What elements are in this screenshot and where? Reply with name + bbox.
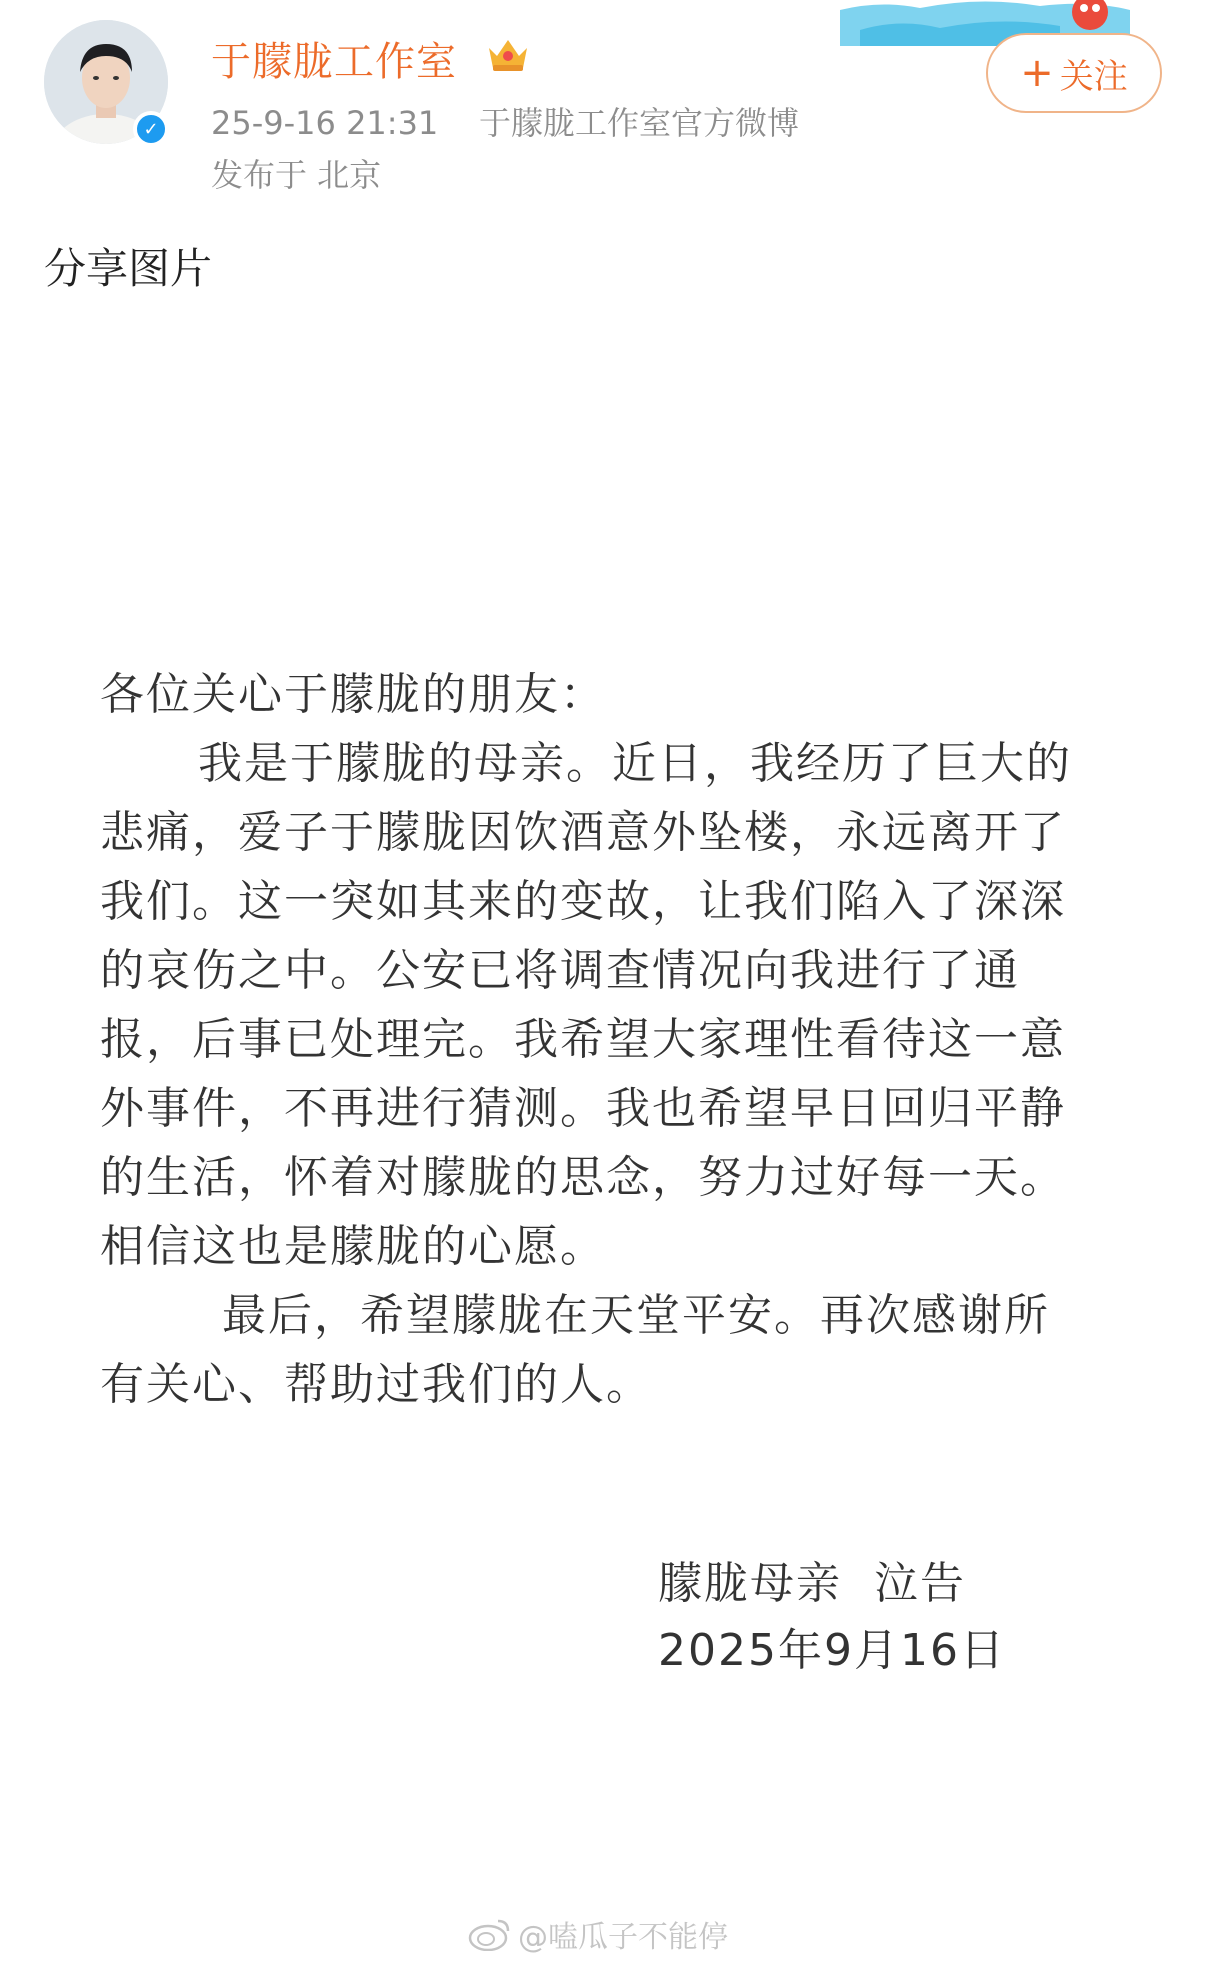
follow-label: 关注: [1059, 56, 1128, 97]
watermark-handle: @嗑瓜子不能停: [518, 1920, 728, 1955]
weibo-logo-icon: [468, 1917, 512, 1951]
post-timestamp: 25-9-16 21:31: [211, 104, 439, 142]
plus-icon: +: [1020, 50, 1054, 96]
author-name[interactable]: 于朦胧工作室: [211, 39, 457, 85]
verified-icon: ✓: [133, 111, 169, 147]
follow-button[interactable]: [986, 33, 1162, 113]
crown-icon: [485, 34, 531, 74]
letter-paragraph: 最后，希望朦胧在天堂平安。再次感谢所有关心、帮助过我们的人。: [100, 1290, 1050, 1410]
letter-date: 2025年9月16日: [658, 1625, 1006, 1676]
letter-signature: 朦胧母亲 泣告: [658, 1558, 966, 1609]
post-meta: [211, 98, 799, 144]
post-text: 分享图片: [44, 244, 213, 293]
letter-body: [100, 660, 1090, 1419]
post-location: 发布于 北京: [211, 156, 382, 194]
post-source[interactable]: 于朦胧工作室官方微博: [478, 104, 799, 142]
letter-paragraph: 我是于朦胧的母亲。近日，我经历了巨大的悲痛，爱子于朦胧因饮酒意外坠楼，永远离开了我们。这一突如其来的变故，让我们陷入了深深的哀伤之中。公安已将调查情况向我进行了通报，后事已处理完。我希望大家理性看待这一意外事件，不再进行猜测。我也希望早日回归平静的生活，怀着对朦胧的思念，努力过好每一天。相信这也是朦胧的心愿。: [100, 738, 1072, 1272]
letter-signature-block: [658, 1550, 1006, 1684]
watermark: [468, 1912, 728, 1956]
letter-greeting: 各位关心于朦胧的朋友：: [100, 669, 606, 720]
